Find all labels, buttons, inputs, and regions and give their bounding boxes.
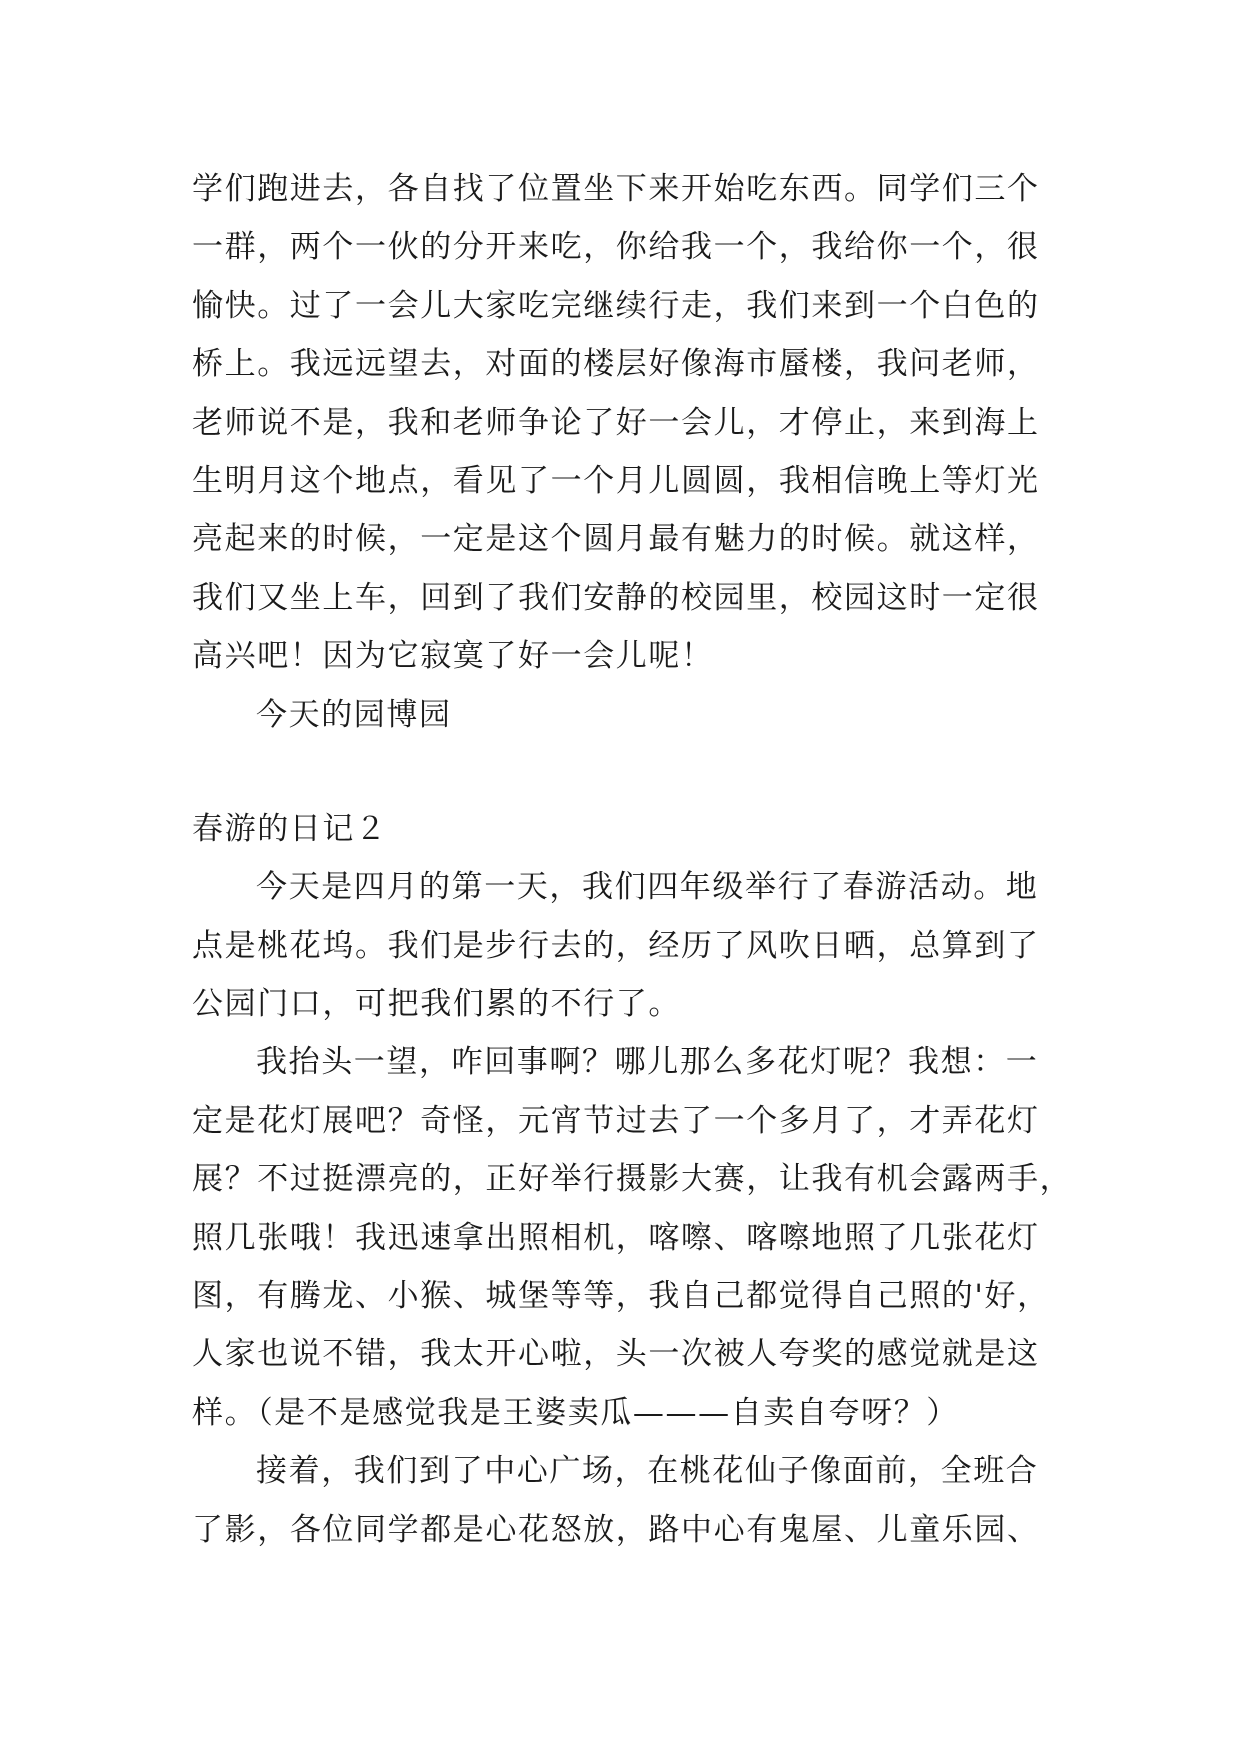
text-line: 愉快。过了一会儿大家吃完继续行走，我们来到一个白色的 <box>192 287 1040 324</box>
text-line: 生明月这个地点，看见了一个月儿圆圆，我相信晚上等灯光 <box>192 462 1040 499</box>
text-line: 定是花灯展吧？奇怪，元宵节过去了一个多月了，才弄花灯 <box>192 1102 1040 1139</box>
text-line: 图，有腾龙、小猴、城堡等等，我自己都觉得自己照的'好， <box>192 1278 1050 1315</box>
text-line: 了影，各位同学都是心花怒放，路中心有鬼屋、儿童乐园、 <box>192 1511 1040 1548</box>
paragraph-3 <box>192 1442 1072 1559</box>
text-line: 照几张哦！我迅速拿出照相机，喀嚓、喀嚓地照了几张花灯 <box>192 1219 1040 1256</box>
text-line: 接着，我们到了中心广场，在桃花仙子像面前，全班合 <box>256 1453 1039 1490</box>
document-body <box>192 160 1072 1559</box>
section-gap <box>192 744 1072 800</box>
text-line: 我们又坐上车，回到了我们安静的校园里，校园这时一定很 <box>192 579 1040 616</box>
paragraph-1 <box>192 858 1072 1033</box>
text-line: 学们跑进去，各自找了位置坐下来开始吃东西。同学们三个 <box>192 171 1040 207</box>
text-line: 一群，两个一伙的分开来吃，你给我一个，我给你一个，很 <box>192 229 1040 266</box>
text-line: 亮起来的时候，一定是这个圆月最有魅力的时候。就这样， <box>192 521 1040 558</box>
paragraph-2 <box>192 1033 1072 1442</box>
text-line: 高兴吧！因为它寂寞了好一会儿呢！ <box>192 638 714 675</box>
text-line: 展？不过挺漂亮的，正好举行摄影大赛，让我有机会露两手， <box>192 1161 1073 1198</box>
section-title: 春游的日记２ <box>192 810 388 847</box>
text-line: 今天是四月的第一天，我们四年级举行了春游活动。地 <box>256 869 1039 906</box>
text-line: 样。（是不是感觉我是王婆卖瓜———自卖自夸呀？） <box>192 1394 959 1431</box>
text-line: 老师说不是，我和老师争论了好一会儿，才停止，来到海上 <box>192 404 1040 441</box>
text-line: 我抬头一望，咋回事啊？哪儿那么多花灯呢？我想：一 <box>256 1044 1039 1081</box>
closing-line: 今天的园博园 <box>256 696 452 733</box>
text-line: 桥上。我远远望去，对面的楼层好像海市蜃楼，我问老师， <box>192 346 1040 383</box>
text-line: 公园门口，可把我们累的不行了。 <box>192 986 681 1023</box>
continued-paragraph <box>192 160 1072 686</box>
text-line: 点是桃花坞。我们是步行去的，经历了风吹日晒，总算到了 <box>192 927 1040 964</box>
text-line: 人家也说不错，我太开心啦，头一次被人夸奖的感觉就是这 <box>192 1336 1040 1373</box>
